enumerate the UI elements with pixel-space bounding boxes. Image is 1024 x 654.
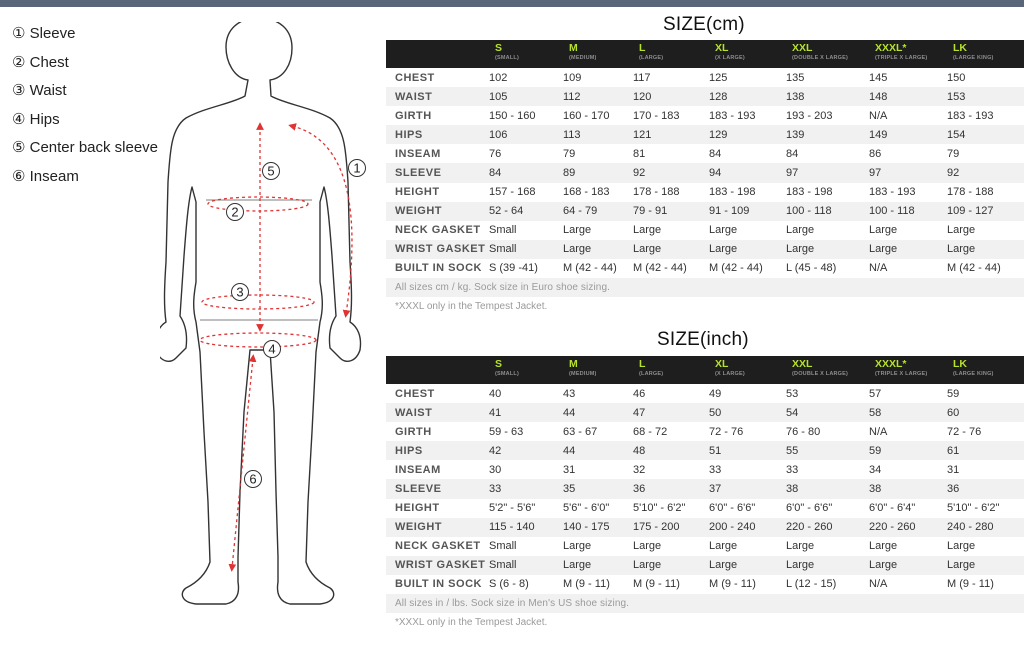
size-value-cell: M (9 - 11)	[633, 578, 680, 591]
measurement-legend	[12, 24, 158, 196]
size-value-cell: 240 - 280	[947, 521, 994, 534]
size-code: M	[569, 42, 578, 54]
size-value-cell: 36	[633, 483, 646, 496]
size-value-cell: 149	[869, 128, 888, 141]
size-value-cell: Large	[947, 224, 976, 237]
size-value-cell: Small	[489, 243, 517, 256]
size-value-cell: 84	[489, 167, 502, 180]
marker-sleeve	[349, 160, 366, 177]
row-label: GIRTH	[395, 425, 432, 438]
size-header	[561, 356, 631, 384]
table-row	[386, 259, 1024, 278]
size-value-cell: 168 - 183	[563, 186, 610, 199]
size-value-cell: 5'10" - 6'2"	[947, 502, 1000, 515]
size-value-cell: 59	[869, 444, 882, 457]
size-value-cell: 43	[563, 387, 576, 400]
legend-label: Center back sleeve	[29, 139, 159, 157]
size-value-cell: Large	[563, 224, 592, 237]
marker-waist	[232, 284, 249, 301]
size-code: LK	[953, 358, 967, 370]
size-name: (LARGE KING)	[953, 55, 994, 61]
size-value-cell: Large	[869, 559, 898, 572]
table-row	[386, 202, 1024, 221]
size-value-cell: 33	[489, 483, 502, 496]
size-header	[945, 40, 1024, 68]
size-value-cell: 61	[947, 444, 960, 457]
size-value-cell: 112	[563, 90, 581, 103]
size-value-cell: 117	[633, 71, 651, 84]
size-value-cell: 40	[489, 387, 502, 400]
header-empty-cell	[386, 356, 487, 384]
table-row	[386, 183, 1024, 202]
size-value-cell: 35	[563, 483, 576, 496]
size-header	[867, 356, 945, 384]
size-value-cell: 200 - 240	[709, 521, 756, 534]
legend-marker: ③	[12, 82, 26, 100]
size-value-cell: 55	[786, 444, 799, 457]
size-header	[487, 40, 561, 68]
marker-label: 1	[353, 160, 361, 176]
size-value-cell: Large	[786, 559, 815, 572]
size-value-cell: N/A	[869, 578, 888, 591]
size-value-cell: L (12 - 15)	[786, 578, 837, 591]
size-name: (TRIPLE X LARGE)	[875, 371, 928, 377]
size-code: L	[639, 358, 646, 370]
size-value-cell: 160 - 170	[563, 109, 610, 122]
size-value-cell: 33	[709, 463, 722, 476]
size-name: (DOUBLE X LARGE)	[792, 371, 849, 377]
size-value-cell: 102	[489, 71, 508, 84]
size-code: L	[639, 42, 646, 54]
size-value-cell: Large	[869, 243, 898, 256]
size-value-cell: 91 - 109	[709, 205, 750, 218]
table-row	[386, 106, 1024, 125]
size-name: (SMALL)	[495, 371, 520, 377]
size-value-cell: S (39 -41)	[489, 262, 538, 275]
size-value-cell: 178 - 188	[947, 186, 994, 199]
size-value-cell: 5'2" - 5'6"	[489, 502, 536, 515]
marker-inseam	[245, 471, 262, 488]
size-value-cell: M (42 - 44)	[563, 262, 617, 275]
size-value-cell: 79	[563, 147, 576, 160]
size-value-cell: 220 - 260	[786, 521, 833, 534]
size-value-cell: 129	[709, 128, 728, 141]
size-value-cell: Large	[633, 243, 662, 256]
size-value-cell: Large	[709, 540, 738, 553]
size-value-cell: 59	[947, 387, 960, 400]
row-label: HEIGHT	[395, 186, 440, 199]
size-code: XXL	[792, 358, 813, 370]
size-value-cell: N/A	[869, 425, 888, 438]
size-value-cell: 72 - 76	[709, 425, 744, 438]
size-value-cell: Large	[947, 559, 976, 572]
size-value-cell: 183 - 198	[786, 186, 833, 199]
size-header	[707, 356, 784, 384]
legend-item-sleeve	[12, 24, 158, 53]
size-name: (X LARGE)	[715, 371, 745, 377]
marker-hips	[264, 341, 281, 358]
size-value-cell: Small	[489, 540, 517, 553]
size-value-cell: 58	[869, 406, 882, 419]
size-value-cell: 183 - 193	[869, 186, 916, 199]
size-header	[561, 40, 631, 68]
marker-label: 3	[236, 284, 244, 300]
size-value-cell: 92	[947, 167, 960, 180]
size-code: LK	[953, 42, 967, 54]
size-name: (LARGE)	[639, 371, 664, 377]
table-row	[386, 403, 1024, 422]
size-value-cell: Small	[489, 224, 517, 237]
table-row	[386, 575, 1024, 594]
size-value-cell: N/A	[869, 109, 888, 122]
size-value-cell: 57	[869, 387, 882, 400]
table-row	[386, 441, 1024, 460]
table-footnote-row	[386, 613, 1024, 632]
size-header	[945, 356, 1024, 384]
size-value-cell: 84	[709, 147, 722, 160]
table-row	[386, 68, 1024, 87]
size-value-cell: 31	[563, 463, 576, 476]
size-name: (MEDIUM)	[569, 55, 597, 61]
legend-item-chest	[12, 53, 158, 82]
size-value-cell: 30	[489, 463, 502, 476]
size-value-cell: 100 - 118	[786, 205, 832, 218]
size-value-cell: M (9 - 11)	[947, 578, 994, 591]
size-name: (X LARGE)	[715, 55, 745, 61]
size-header	[867, 40, 945, 68]
row-label: CHEST	[395, 387, 435, 400]
size-name: (MEDIUM)	[569, 371, 597, 377]
size-value-cell: Large	[563, 559, 592, 572]
size-value-cell: Large	[709, 243, 738, 256]
legend-label: Waist	[29, 82, 67, 100]
size-value-cell: M (9 - 11)	[709, 578, 756, 591]
size-value-cell: 115 - 140	[489, 521, 535, 534]
table-row	[386, 144, 1024, 163]
size-name: (DOUBLE X LARGE)	[792, 55, 849, 61]
row-label: SLEEVE	[395, 167, 442, 180]
marker-label: 4	[268, 341, 276, 357]
size-value-cell: 49	[709, 387, 722, 400]
legend-label: Chest	[29, 53, 69, 71]
size-header-row	[386, 40, 1024, 68]
size-value-cell: 76 - 80	[786, 425, 821, 438]
row-label: INSEAM	[395, 463, 441, 476]
size-value-cell: 157 - 168	[489, 186, 536, 199]
size-value-cell: 121	[633, 128, 652, 141]
body-measurement-figure	[160, 22, 390, 622]
table-footnote-row	[386, 297, 1024, 316]
size-value-cell: 41	[489, 406, 502, 419]
size-value-cell: M (42 - 44)	[633, 262, 687, 275]
size-value-cell: 6'0" - 6'6"	[786, 502, 833, 515]
legend-label: Hips	[29, 110, 60, 128]
table-row	[386, 479, 1024, 498]
size-value-cell: 138	[786, 90, 805, 103]
size-value-cell: 5'10" - 6'2"	[633, 502, 686, 515]
size-value-cell: M (42 - 44)	[709, 262, 763, 275]
marker-center-back-sleeve	[263, 163, 280, 180]
table-row	[386, 384, 1024, 403]
size-value-cell: Large	[786, 224, 815, 237]
legend-item-inseam	[12, 167, 158, 196]
marker-label: 6	[249, 471, 257, 487]
size-value-cell: 63 - 67	[563, 425, 598, 438]
size-value-cell: 128	[709, 90, 728, 103]
table-note: All sizes cm / kg. Sock size in Euro shoe sizing.	[395, 282, 610, 294]
size-value-cell: Large	[563, 540, 592, 553]
size-value-cell: Large	[563, 243, 592, 256]
size-value-cell: 51	[709, 444, 722, 457]
table-note-row	[386, 278, 1024, 297]
table-row	[386, 422, 1024, 441]
size-value-cell: 100 - 118	[869, 205, 915, 218]
size-value-cell: 6'0" - 6'4"	[869, 502, 916, 515]
size-value-cell: 183 - 193	[947, 109, 994, 122]
row-label: CHEST	[395, 71, 435, 84]
legend-marker: ④	[12, 110, 26, 128]
size-code: XXXL*	[875, 358, 907, 370]
size-value-cell: 54	[786, 406, 799, 419]
size-value-cell: 44	[563, 406, 576, 419]
size-value-cell: 150 - 160	[489, 109, 536, 122]
marker-label: 5	[267, 163, 275, 179]
row-label: SLEEVE	[395, 483, 442, 496]
size-value-cell: 72 - 76	[947, 425, 982, 438]
table-row	[386, 240, 1024, 259]
size-value-cell: 148	[869, 90, 888, 103]
size-value-cell: 220 - 260	[869, 521, 916, 534]
legend-item-hips	[12, 110, 158, 139]
size-value-cell: 97	[786, 167, 799, 180]
size-value-cell: 175 - 200	[633, 521, 680, 534]
table-footnote: *XXXL only in the Tempest Jacket.	[395, 617, 548, 629]
size-code: M	[569, 358, 578, 370]
size-value-cell: 76	[489, 147, 502, 160]
size-value-cell: 79	[947, 147, 960, 160]
size-value-cell: 37	[709, 483, 722, 496]
table-row	[386, 556, 1024, 575]
row-label: HIPS	[395, 128, 423, 141]
size-value-cell: 89	[563, 167, 576, 180]
size-value-cell: 5'6" - 6'0"	[563, 502, 610, 515]
size-name: (LARGE KING)	[953, 371, 994, 377]
size-value-cell: Large	[947, 540, 976, 553]
size-value-cell: 139	[786, 128, 805, 141]
size-value-cell: 183 - 193	[709, 109, 756, 122]
size-value-cell: 50	[709, 406, 722, 419]
marker-chest	[227, 204, 244, 221]
table-row	[386, 163, 1024, 182]
row-label: GIRTH	[395, 109, 432, 122]
size-code: XL	[715, 42, 729, 54]
size-value-cell: 170 - 183	[633, 109, 680, 122]
imperial-table-title: SIZE(inch)	[657, 329, 749, 350]
size-value-cell: 178 - 188	[633, 186, 680, 199]
row-label: BUILT IN SOCK	[395, 262, 482, 275]
size-value-cell: S (6 - 8)	[489, 578, 529, 591]
size-value-cell: 125	[709, 71, 728, 84]
top-accent-bar	[0, 0, 1024, 7]
row-label: HEIGHT	[395, 502, 440, 515]
size-code: S	[495, 358, 503, 370]
row-label: INSEAM	[395, 147, 441, 160]
size-value-cell: 183 - 198	[709, 186, 756, 199]
size-value-cell: 59 - 63	[489, 425, 524, 438]
table-note-row	[386, 594, 1024, 613]
size-header	[784, 356, 867, 384]
size-value-cell: 48	[633, 444, 646, 457]
size-value-cell: M (42 - 44)	[947, 262, 1001, 275]
size-header	[707, 40, 784, 68]
size-value-cell: 34	[869, 463, 882, 476]
size-value-cell: Large	[633, 540, 662, 553]
size-value-cell: 60	[947, 406, 960, 419]
size-name: (LARGE)	[639, 55, 664, 61]
row-label: BUILT IN SOCK	[395, 578, 482, 591]
legend-label: Sleeve	[29, 25, 76, 42]
size-header	[631, 40, 707, 68]
size-value-cell: 79 - 91	[633, 205, 668, 218]
size-value-cell: 31	[947, 463, 960, 476]
size-value-cell: 53	[786, 387, 799, 400]
size-value-cell: 52 - 64	[489, 205, 524, 218]
size-value-cell: 86	[869, 147, 882, 160]
size-value-cell: Large	[869, 224, 898, 237]
size-value-cell: 120	[633, 90, 652, 103]
row-label: WAIST	[395, 406, 433, 419]
imperial-size-table	[386, 356, 1024, 632]
size-value-cell: Large	[947, 243, 976, 256]
row-label: NECK GASKET	[395, 540, 481, 553]
size-value-cell: 97	[869, 167, 882, 180]
size-value-cell: 135	[786, 71, 805, 84]
table-footnote: *XXXL only in the Tempest Jacket.	[395, 301, 548, 313]
row-label: NECK GASKET	[395, 224, 481, 237]
row-label: WRIST GASKET	[395, 243, 486, 256]
size-value-cell: 6'0" - 6'6"	[709, 502, 756, 515]
size-value-cell: M (9 - 11)	[563, 578, 610, 591]
legend-item-center-back-sleeve	[12, 138, 158, 167]
size-value-cell: 150	[947, 71, 966, 84]
row-label: WRIST GASKET	[395, 559, 486, 572]
table-row	[386, 537, 1024, 556]
size-value-cell: 46	[633, 387, 646, 400]
size-name: (SMALL)	[495, 55, 520, 61]
size-value-cell: 38	[786, 483, 799, 496]
size-value-cell: 154	[947, 128, 966, 141]
size-code: S	[495, 42, 503, 54]
header-empty-cell	[386, 40, 487, 68]
row-label: WEIGHT	[395, 205, 442, 218]
size-header	[487, 356, 561, 384]
metric-table-body	[386, 68, 1024, 316]
imperial-table-body	[386, 384, 1024, 632]
size-value-cell: 113	[563, 128, 581, 141]
size-value-cell: 94	[709, 167, 722, 180]
size-code: XXL	[792, 42, 813, 54]
size-value-cell: 109	[563, 71, 582, 84]
table-row	[386, 518, 1024, 537]
size-code: XXXL*	[875, 42, 907, 54]
size-value-cell: Large	[633, 224, 662, 237]
size-value-cell: 106	[489, 128, 508, 141]
legend-marker: ⑥	[12, 167, 26, 185]
size-name: (TRIPLE X LARGE)	[875, 55, 928, 61]
size-value-cell: 38	[869, 483, 882, 496]
size-value-cell: Large	[786, 540, 815, 553]
size-value-cell: 81	[633, 147, 646, 160]
size-header	[631, 356, 707, 384]
size-value-cell: 64 - 79	[563, 205, 598, 218]
metric-size-table	[386, 40, 1024, 316]
size-value-cell: N/A	[869, 262, 888, 275]
row-label: WEIGHT	[395, 521, 442, 534]
size-code: XL	[715, 358, 729, 370]
size-value-cell: Large	[786, 243, 815, 256]
legend-label: Inseam	[29, 167, 79, 185]
marker-label: 2	[231, 204, 239, 220]
size-value-cell: Large	[709, 224, 738, 237]
size-value-cell: 105	[489, 90, 508, 103]
size-value-cell: 36	[947, 483, 960, 496]
size-header	[784, 40, 867, 68]
size-value-cell: 92	[633, 167, 646, 180]
size-value-cell: 145	[869, 71, 888, 84]
size-value-cell: 193 - 203	[786, 109, 833, 122]
size-value-cell: Large	[709, 559, 738, 572]
legend-item-waist	[12, 81, 158, 110]
table-row	[386, 460, 1024, 479]
size-value-cell: 140 - 175	[563, 521, 610, 534]
row-label: WAIST	[395, 90, 433, 103]
size-value-cell: Large	[869, 540, 898, 553]
legend-marker: ⑤	[12, 139, 26, 157]
size-value-cell: 109 - 127	[947, 205, 994, 218]
table-row	[386, 87, 1024, 106]
size-value-cell: 42	[489, 444, 502, 457]
table-row	[386, 125, 1024, 144]
size-value-cell: 153	[947, 90, 966, 103]
legend-marker: ②	[12, 53, 26, 71]
table-row	[386, 499, 1024, 518]
size-value-cell: 44	[563, 444, 576, 457]
size-value-cell: 84	[786, 147, 799, 160]
table-row	[386, 221, 1024, 240]
legend-marker: ①	[12, 25, 26, 42]
size-value-cell: Small	[489, 559, 517, 572]
size-value-cell: Large	[633, 559, 662, 572]
size-value-cell: 68 - 72	[633, 425, 668, 438]
size-value-cell: 32	[633, 463, 646, 476]
size-value-cell: 47	[633, 406, 646, 419]
table-note: All sizes in / lbs. Sock size in Men's US shoe sizing.	[395, 598, 630, 610]
row-label: HIPS	[395, 444, 423, 457]
metric-table-title: SIZE(cm)	[663, 14, 745, 35]
size-header-row	[386, 356, 1024, 384]
size-value-cell: 33	[786, 463, 799, 476]
size-value-cell: L (45 - 48)	[786, 262, 837, 275]
